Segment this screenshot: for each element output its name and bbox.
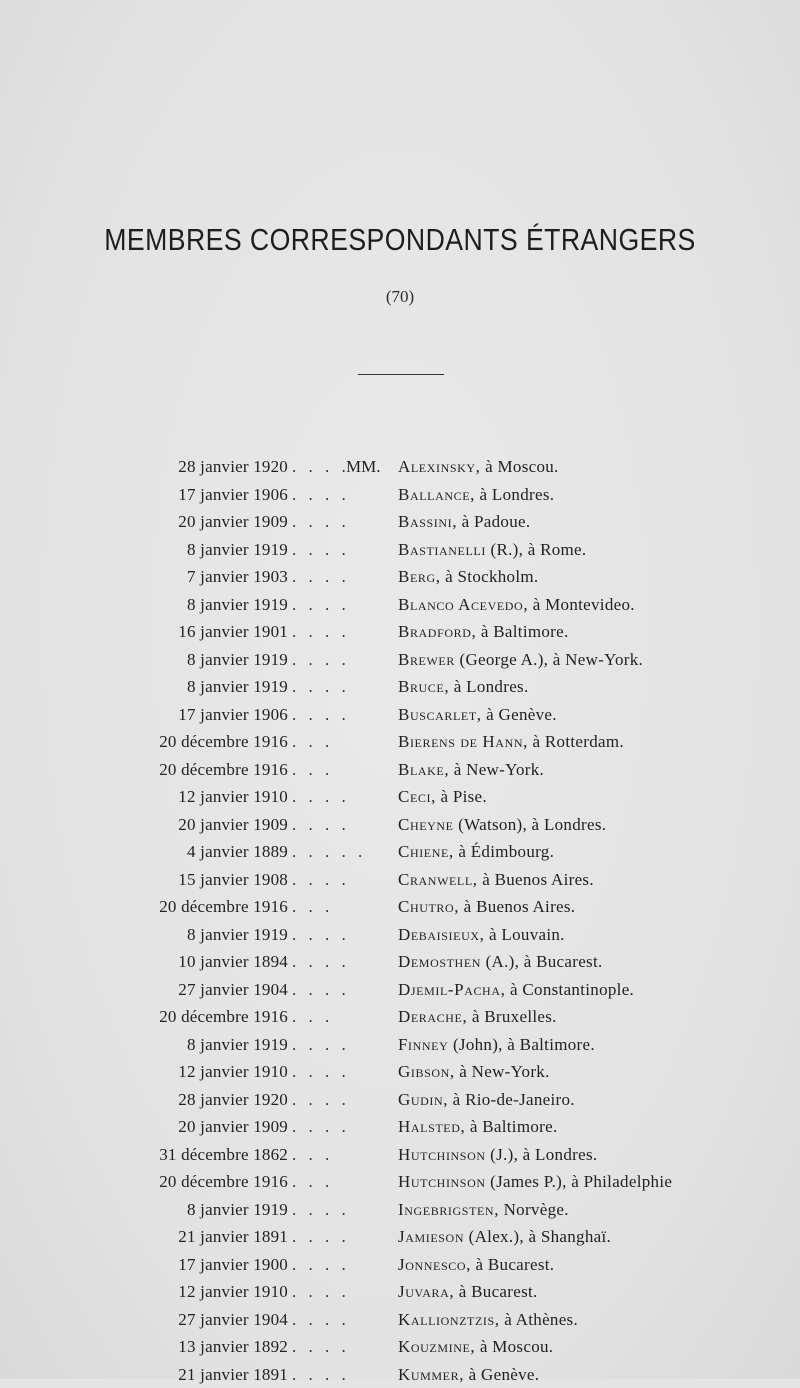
member-location: à Édimbourg. xyxy=(454,842,554,861)
leader-dots: . . . xyxy=(292,756,333,784)
election-date: 20 décembre 1916 xyxy=(159,728,288,756)
leader-dots: . . . . xyxy=(292,866,350,894)
member-entry xyxy=(398,453,559,481)
election-date: 8 janvier 1919 xyxy=(187,1196,288,1224)
member-location: à Louvain. xyxy=(484,925,564,944)
election-date: 27 janvier 1904 xyxy=(178,1306,288,1334)
member-entry xyxy=(398,1306,578,1334)
member-name: Hutchinson xyxy=(398,1145,486,1164)
election-date: 8 janvier 1919 xyxy=(187,646,288,674)
member-location: à Bruxelles. xyxy=(467,1007,556,1026)
member-entry xyxy=(398,536,586,564)
leader-dots: . . . xyxy=(292,728,333,756)
leader-dots: . . . . xyxy=(292,1223,350,1251)
member-name: Bierens de Hann, xyxy=(398,732,528,751)
list-item xyxy=(0,646,800,674)
leader-dots: . . . . xyxy=(292,481,350,509)
member-name: Derache, xyxy=(398,1007,467,1026)
member-location: à Moscou. xyxy=(475,1337,553,1356)
member-entry xyxy=(398,673,529,701)
leader-dots: . . . . xyxy=(292,1058,350,1086)
list-item xyxy=(0,1223,800,1251)
member-name: Demosthen xyxy=(398,952,481,971)
leader-dots: . . . . xyxy=(292,921,350,949)
member-location: à Bucarest. xyxy=(471,1255,554,1274)
member-name: Ingebrigsten, xyxy=(398,1200,499,1219)
election-date: 20 janvier 1909 xyxy=(178,508,288,536)
list-item xyxy=(0,1086,800,1114)
list-item xyxy=(0,591,800,619)
leader-dots: . . . . xyxy=(292,811,350,839)
member-name: Gibson, xyxy=(398,1062,455,1081)
list-item xyxy=(0,976,800,1004)
election-date: 4 janvier 1889 xyxy=(187,838,288,866)
leader-dots: . . . . xyxy=(292,1086,350,1114)
member-location: à Londres. xyxy=(449,677,528,696)
page-title: MEMBRES CORRESPONDANTS ÉTRANGERS xyxy=(56,222,744,258)
member-location: à Buenos Aires. xyxy=(478,870,594,889)
list-item xyxy=(0,1278,800,1306)
election-date: 12 janvier 1910 xyxy=(178,1278,288,1306)
member-location: à New-York. xyxy=(455,1062,550,1081)
member-location: à Stockholm. xyxy=(441,567,539,586)
member-entry xyxy=(398,1278,538,1306)
leader-dots: . . . xyxy=(292,1003,333,1031)
leader-dots: . . . . xyxy=(292,783,350,811)
leader-dots: . . . . xyxy=(292,508,350,536)
member-entry xyxy=(398,866,594,894)
member-name: Blake, xyxy=(398,760,449,779)
member-location: à Pise. xyxy=(436,787,487,806)
member-location: à Moscou. xyxy=(481,457,559,476)
election-date: 21 janvier 1891 xyxy=(178,1223,288,1251)
member-entry xyxy=(398,893,575,921)
member-entry xyxy=(398,701,557,729)
election-date: 27 janvier 1904 xyxy=(178,976,288,1004)
member-name: Jamieson xyxy=(398,1227,464,1246)
member-name: Finney xyxy=(398,1035,448,1054)
leader-dots: . . . . xyxy=(292,536,350,564)
leader-dots: . . . . xyxy=(292,976,350,1004)
member-entry xyxy=(398,1058,550,1086)
member-location: à New-York. xyxy=(449,760,544,779)
election-date: 12 janvier 1910 xyxy=(178,783,288,811)
member-entry xyxy=(398,838,554,866)
list-item xyxy=(0,1168,800,1196)
member-entry xyxy=(398,1086,575,1114)
leader-dots: . . . . xyxy=(292,1361,350,1388)
election-date: 20 décembre 1916 xyxy=(159,756,288,784)
member-entry xyxy=(398,591,635,619)
leader-dots: . . . . xyxy=(292,453,350,481)
list-item xyxy=(0,921,800,949)
leader-dots: . . . . . xyxy=(292,838,366,866)
election-date: 8 janvier 1919 xyxy=(187,591,288,619)
member-entry xyxy=(398,1003,557,1031)
list-item xyxy=(0,1141,800,1169)
election-date: 31 décembre 1862 xyxy=(159,1141,288,1169)
member-count: (70) xyxy=(0,287,800,307)
election-date: 10 janvier 1894 xyxy=(178,948,288,976)
election-date: 20 décembre 1916 xyxy=(159,893,288,921)
list-item xyxy=(0,893,800,921)
member-location: à Rotterdam. xyxy=(528,732,624,751)
member-location: à Constantinople. xyxy=(505,980,634,999)
member-location: (R.), à Rome. xyxy=(486,540,587,559)
list-item xyxy=(0,1113,800,1141)
election-date: 7 janvier 1903 xyxy=(187,563,288,591)
leader-dots: . . . . xyxy=(292,563,350,591)
list-item xyxy=(0,701,800,729)
leader-dots: . . . . xyxy=(292,618,350,646)
member-location: à Padoue. xyxy=(457,512,530,531)
leader-dots: . . . . xyxy=(292,1113,350,1141)
member-location: à Montevideo. xyxy=(528,595,635,614)
leader-dots: . . . . xyxy=(292,701,350,729)
member-name: Alexinsky, xyxy=(398,457,481,476)
member-entry xyxy=(398,481,554,509)
member-name: Hutchinson xyxy=(398,1172,486,1191)
leader-dots: . . . xyxy=(292,893,333,921)
member-name: Chiene, xyxy=(398,842,454,861)
member-name: Bassini, xyxy=(398,512,457,531)
member-location: à Bucarest. xyxy=(454,1282,537,1301)
list-item xyxy=(0,453,800,481)
member-location: à Buenos Aires. xyxy=(459,897,575,916)
election-date: 28 janvier 1920 xyxy=(178,453,288,481)
list-item xyxy=(0,1031,800,1059)
leader-dots: . . . . xyxy=(292,1031,350,1059)
member-name: Bastianelli xyxy=(398,540,486,559)
member-entry xyxy=(398,1333,553,1361)
list-item xyxy=(0,563,800,591)
member-location: à Genève. xyxy=(482,705,557,724)
election-date: 8 janvier 1919 xyxy=(187,1031,288,1059)
member-name: Berg, xyxy=(398,567,441,586)
leader-dots: . . . . xyxy=(292,591,350,619)
member-location: Norvège. xyxy=(499,1200,569,1219)
election-date: 17 janvier 1906 xyxy=(178,481,288,509)
list-item xyxy=(0,673,800,701)
member-name: Chutro, xyxy=(398,897,459,916)
member-name: Bradford, xyxy=(398,622,476,641)
member-entry xyxy=(398,811,606,839)
list-item xyxy=(0,728,800,756)
leader-dots: . . . . xyxy=(292,1196,350,1224)
member-location: à Londres. xyxy=(475,485,554,504)
list-item xyxy=(0,508,800,536)
list-item xyxy=(0,1361,800,1388)
member-name: Blanco Acevedo, xyxy=(398,595,528,614)
member-entry xyxy=(398,563,538,591)
election-date: 8 janvier 1919 xyxy=(187,536,288,564)
member-name: Kummer, xyxy=(398,1365,464,1384)
member-location: (Alex.), à Shanghaï. xyxy=(464,1227,611,1246)
election-date: 8 janvier 1919 xyxy=(187,921,288,949)
member-entry xyxy=(398,948,603,976)
member-name: Halsted, xyxy=(398,1117,465,1136)
title-divider xyxy=(358,374,444,375)
leader-dots: . . . . xyxy=(292,1306,350,1334)
leader-dots: . . . . xyxy=(292,673,350,701)
leader-dots: . . . . xyxy=(292,1251,350,1279)
leader-dots: . . . . xyxy=(292,1278,350,1306)
member-entry xyxy=(398,1196,569,1224)
leader-dots: . . . . xyxy=(292,646,350,674)
list-item xyxy=(0,811,800,839)
election-date: 20 janvier 1909 xyxy=(178,811,288,839)
list-item xyxy=(0,838,800,866)
member-entry xyxy=(398,728,624,756)
election-date: 20 décembre 1916 xyxy=(159,1003,288,1031)
list-item xyxy=(0,1196,800,1224)
member-entry xyxy=(398,508,530,536)
member-location: à Genève. xyxy=(464,1365,539,1384)
member-entry xyxy=(398,1361,539,1388)
member-entry xyxy=(398,976,634,1004)
list-item xyxy=(0,1306,800,1334)
leader-dots: . . . . xyxy=(292,1333,350,1361)
member-name: Buscarlet, xyxy=(398,705,482,724)
election-date: 15 janvier 1908 xyxy=(178,866,288,894)
member-entry xyxy=(398,1141,597,1169)
member-entry xyxy=(398,756,544,784)
election-date: 20 janvier 1909 xyxy=(178,1113,288,1141)
member-entry xyxy=(398,1223,611,1251)
member-list xyxy=(0,453,800,1388)
leader-dots: . . . xyxy=(292,1168,333,1196)
election-date: 12 janvier 1910 xyxy=(178,1058,288,1086)
member-name: Ceci, xyxy=(398,787,436,806)
list-item xyxy=(0,948,800,976)
leader-dots: . . . xyxy=(292,1141,333,1169)
election-date: 17 janvier 1900 xyxy=(178,1251,288,1279)
list-item xyxy=(0,1251,800,1279)
list-item xyxy=(0,536,800,564)
election-date: 28 janvier 1920 xyxy=(178,1086,288,1114)
member-entry xyxy=(398,921,565,949)
list-item xyxy=(0,756,800,784)
member-entry xyxy=(398,1168,672,1196)
member-entry xyxy=(398,1031,595,1059)
member-location: à Baltimore. xyxy=(476,622,568,641)
member-location: (George A.), à New-York. xyxy=(455,650,643,669)
member-location: (J.), à Londres. xyxy=(486,1145,598,1164)
election-date: 17 janvier 1906 xyxy=(178,701,288,729)
member-name: Cheyne xyxy=(398,815,454,834)
member-entry xyxy=(398,1251,554,1279)
member-name: Bruce, xyxy=(398,677,449,696)
member-location: (Watson), à Londres. xyxy=(454,815,607,834)
member-location: (James P.), à Philadelphie xyxy=(486,1172,673,1191)
list-item xyxy=(0,618,800,646)
member-entry xyxy=(398,1113,558,1141)
member-entry xyxy=(398,618,569,646)
member-location: (A.), à Bucarest. xyxy=(481,952,603,971)
member-location: à Baltimore. xyxy=(465,1117,557,1136)
election-date: 21 janvier 1891 xyxy=(178,1361,288,1388)
honorific-prefix: MM. xyxy=(346,453,380,481)
list-item xyxy=(0,866,800,894)
member-name: Jonnesco, xyxy=(398,1255,471,1274)
member-name: Gudin, xyxy=(398,1090,448,1109)
member-name: Cranwell, xyxy=(398,870,478,889)
election-date: 13 janvier 1892 xyxy=(178,1333,288,1361)
member-entry xyxy=(398,646,643,674)
list-item xyxy=(0,481,800,509)
election-date: 20 décembre 1916 xyxy=(159,1168,288,1196)
member-name: Brewer xyxy=(398,650,455,669)
member-name: Debaisieux, xyxy=(398,925,484,944)
election-date: 16 janvier 1901 xyxy=(178,618,288,646)
member-entry xyxy=(398,783,487,811)
list-item xyxy=(0,1058,800,1086)
member-name: Ballance, xyxy=(398,485,475,504)
list-item xyxy=(0,1003,800,1031)
member-name: Kouzmine, xyxy=(398,1337,475,1356)
member-name: Djemil-Pacha, xyxy=(398,980,505,999)
leader-dots: . . . . xyxy=(292,948,350,976)
member-location: à Rio-de-Janeiro. xyxy=(448,1090,575,1109)
member-location: (John), à Baltimore. xyxy=(448,1035,595,1054)
list-item xyxy=(0,1333,800,1361)
list-item xyxy=(0,783,800,811)
member-location: à Athènes. xyxy=(500,1310,578,1329)
member-name: Juvara, xyxy=(398,1282,454,1301)
election-date: 8 janvier 1919 xyxy=(187,673,288,701)
member-name: Kallionztzis, xyxy=(398,1310,500,1329)
